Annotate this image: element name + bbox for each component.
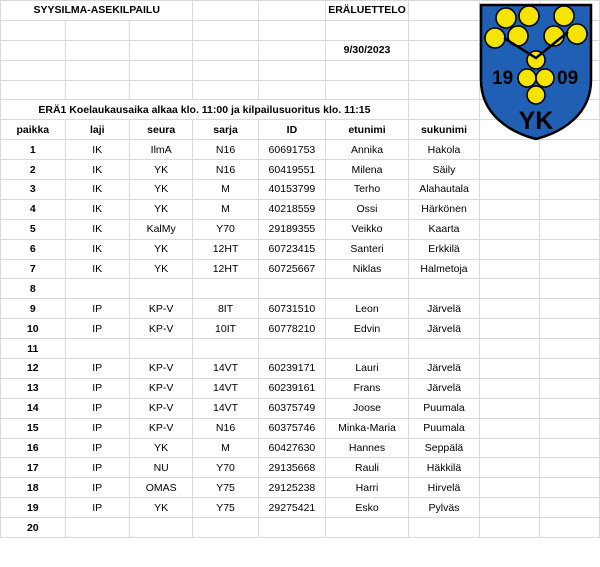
table-cell[interactable]: Häkkilä bbox=[408, 458, 479, 478]
table-cell[interactable]: Hirvelä bbox=[408, 478, 479, 498]
seat-number-cell[interactable]: 17 bbox=[1, 458, 66, 478]
cell[interactable] bbox=[480, 339, 540, 359]
table-cell[interactable]: Alahautala bbox=[408, 180, 479, 200]
seat-number-cell[interactable]: 7 bbox=[1, 259, 66, 279]
table-cell[interactable]: Esko bbox=[326, 498, 409, 518]
table-cell[interactable] bbox=[65, 518, 129, 538]
table-cell[interactable]: IP bbox=[65, 458, 129, 478]
cell[interactable] bbox=[480, 518, 540, 538]
table-cell[interactable]: IP bbox=[65, 478, 129, 498]
seat-number-cell[interactable]: 1 bbox=[1, 140, 66, 160]
table-cell[interactable] bbox=[193, 518, 258, 538]
cell[interactable] bbox=[65, 60, 129, 80]
table-cell[interactable] bbox=[408, 339, 479, 359]
seat-number-cell[interactable]: 5 bbox=[1, 219, 66, 239]
table-row bbox=[1, 199, 600, 219]
cell[interactable] bbox=[540, 259, 600, 279]
cell[interactable] bbox=[480, 359, 540, 379]
seat-number-cell[interactable]: 11 bbox=[1, 339, 66, 359]
table-cell[interactable]: IP bbox=[65, 438, 129, 458]
table-row bbox=[1, 160, 600, 180]
cell[interactable] bbox=[65, 20, 129, 40]
cell[interactable] bbox=[540, 239, 600, 259]
cell[interactable] bbox=[408, 80, 479, 100]
table-cell[interactable]: 60427630 bbox=[258, 438, 326, 458]
table-cell[interactable]: IlmA bbox=[129, 140, 193, 160]
table-cell[interactable]: Pylväs bbox=[408, 498, 479, 518]
table-cell[interactable] bbox=[129, 518, 193, 538]
cell[interactable] bbox=[408, 1, 479, 21]
table-cell[interactable]: 40153799 bbox=[258, 180, 326, 200]
table-cell[interactable]: Frans bbox=[326, 378, 409, 398]
table-cell[interactable]: Rauli bbox=[326, 458, 409, 478]
cell[interactable] bbox=[540, 160, 600, 180]
table-cell[interactable]: Halmetoja bbox=[408, 259, 479, 279]
table-cell[interactable]: Y70 bbox=[193, 458, 258, 478]
table-row bbox=[1, 219, 600, 239]
column-header[interactable]: etunimi bbox=[326, 120, 409, 140]
table-cell[interactable] bbox=[193, 279, 258, 299]
table-row bbox=[1, 378, 600, 398]
cell[interactable] bbox=[408, 40, 479, 60]
table-cell[interactable]: Veikko bbox=[326, 219, 409, 239]
table-cell[interactable]: 10IT bbox=[193, 319, 258, 339]
seat-number-cell[interactable]: 8 bbox=[1, 279, 66, 299]
table-cell[interactable] bbox=[129, 339, 193, 359]
cell[interactable] bbox=[65, 40, 129, 60]
table-cell[interactable]: IP bbox=[65, 299, 129, 319]
seat-number-cell[interactable]: 14 bbox=[1, 398, 66, 418]
table-cell[interactable] bbox=[258, 518, 326, 538]
table-cell[interactable]: 60375746 bbox=[258, 418, 326, 438]
table-cell[interactable]: YK bbox=[129, 498, 193, 518]
table-cell[interactable]: 60239161 bbox=[258, 378, 326, 398]
table-cell[interactable]: IP bbox=[65, 319, 129, 339]
table-cell[interactable]: IP bbox=[65, 398, 129, 418]
cell[interactable] bbox=[1, 60, 66, 80]
table-cell[interactable]: KalMy bbox=[129, 219, 193, 239]
cell[interactable] bbox=[129, 60, 193, 80]
cell[interactable] bbox=[129, 80, 193, 100]
table-cell[interactable]: IK bbox=[65, 259, 129, 279]
seat-number-cell[interactable]: 6 bbox=[1, 239, 66, 259]
table-row bbox=[1, 319, 600, 339]
table-row bbox=[1, 359, 600, 379]
table-cell[interactable] bbox=[408, 518, 479, 538]
table-cell[interactable]: 14VT bbox=[193, 398, 258, 418]
cell[interactable] bbox=[326, 20, 409, 40]
seat-number-cell[interactable]: 13 bbox=[1, 378, 66, 398]
table-cell[interactable]: Harri bbox=[326, 478, 409, 498]
seat-number-cell[interactable]: 10 bbox=[1, 319, 66, 339]
table-cell[interactable]: IK bbox=[65, 219, 129, 239]
cell[interactable] bbox=[480, 398, 540, 418]
seat-number-cell[interactable]: 2 bbox=[1, 160, 66, 180]
table-cell[interactable]: Hakola bbox=[408, 140, 479, 160]
cell[interactable] bbox=[193, 80, 258, 100]
table-cell[interactable]: M bbox=[193, 180, 258, 200]
table-cell[interactable] bbox=[193, 339, 258, 359]
cell[interactable] bbox=[540, 180, 600, 200]
table-cell[interactable] bbox=[65, 279, 129, 299]
table-cell[interactable]: 60723415 bbox=[258, 239, 326, 259]
table-cell[interactable]: N16 bbox=[193, 160, 258, 180]
table-cell[interactable]: OMAS bbox=[129, 478, 193, 498]
table-cell[interactable]: Puumala bbox=[408, 398, 479, 418]
table-row bbox=[1, 339, 600, 359]
table-cell[interactable]: 60419551 bbox=[258, 160, 326, 180]
cell[interactable] bbox=[193, 20, 258, 40]
table-cell[interactable]: 60691753 bbox=[258, 140, 326, 160]
table-cell[interactable]: KP-V bbox=[129, 299, 193, 319]
cell[interactable] bbox=[129, 40, 193, 60]
table-cell[interactable]: Järvelä bbox=[408, 299, 479, 319]
table-cell[interactable]: Minka-Maria bbox=[326, 418, 409, 438]
cell[interactable] bbox=[480, 319, 540, 339]
cell[interactable] bbox=[258, 1, 326, 21]
seat-number-cell[interactable]: 15 bbox=[1, 418, 66, 438]
table-cell[interactable]: Edvin bbox=[326, 319, 409, 339]
cell[interactable] bbox=[480, 140, 540, 160]
column-header[interactable]: seura bbox=[129, 120, 193, 140]
table-cell[interactable]: 14VT bbox=[193, 359, 258, 379]
seat-number-cell[interactable]: 18 bbox=[1, 478, 66, 498]
table-cell[interactable]: IK bbox=[65, 160, 129, 180]
cell[interactable] bbox=[480, 259, 540, 279]
cell[interactable] bbox=[408, 20, 479, 40]
table-cell[interactable] bbox=[129, 279, 193, 299]
table-cell[interactable]: IK bbox=[65, 140, 129, 160]
table-cell[interactable]: Lauri bbox=[326, 359, 409, 379]
cell[interactable] bbox=[258, 40, 326, 60]
cell[interactable] bbox=[540, 478, 600, 498]
cell[interactable] bbox=[540, 359, 600, 379]
cell[interactable] bbox=[326, 60, 409, 80]
table-cell[interactable]: Kaarta bbox=[408, 219, 479, 239]
cell[interactable] bbox=[540, 279, 600, 299]
table-cell[interactable] bbox=[326, 339, 409, 359]
column-header[interactable]: laji bbox=[65, 120, 129, 140]
table-cell[interactable] bbox=[258, 339, 326, 359]
cell[interactable] bbox=[1, 20, 66, 40]
table-cell[interactable]: Puumala bbox=[408, 418, 479, 438]
seat-number-cell[interactable]: 20 bbox=[1, 518, 66, 538]
table-cell[interactable]: 29125238 bbox=[258, 478, 326, 498]
table-cell[interactable]: Y75 bbox=[193, 498, 258, 518]
cell[interactable] bbox=[193, 60, 258, 80]
table-cell[interactable]: Santeri bbox=[326, 239, 409, 259]
logo-year-left: 19 bbox=[492, 68, 514, 89]
cell[interactable] bbox=[408, 60, 479, 80]
table-cell[interactable]: YK bbox=[129, 259, 193, 279]
table-cell[interactable]: 29189355 bbox=[258, 219, 326, 239]
cell[interactable] bbox=[540, 398, 600, 418]
seat-number-cell[interactable]: 3 bbox=[1, 180, 66, 200]
table-cell[interactable]: KP-V bbox=[129, 378, 193, 398]
table-row bbox=[1, 180, 600, 200]
table-cell[interactable]: IP bbox=[65, 378, 129, 398]
event-date[interactable]: 9/30/2023 bbox=[326, 40, 409, 60]
table-cell[interactable]: KP-V bbox=[129, 319, 193, 339]
table-row bbox=[1, 239, 600, 259]
cell[interactable] bbox=[540, 378, 600, 398]
table-cell[interactable]: IP bbox=[65, 359, 129, 379]
cell[interactable] bbox=[65, 80, 129, 100]
table-cell[interactable]: Järvelä bbox=[408, 319, 479, 339]
seat-number-cell[interactable]: 9 bbox=[1, 299, 66, 319]
table-cell[interactable]: IP bbox=[65, 418, 129, 438]
table-cell[interactable]: Erkkilä bbox=[408, 239, 479, 259]
table-cell[interactable]: KP-V bbox=[129, 418, 193, 438]
column-header[interactable]: sarja bbox=[193, 120, 258, 140]
table-row bbox=[1, 259, 600, 279]
table-cell[interactable]: NU bbox=[129, 458, 193, 478]
yk-club-logo bbox=[478, 2, 594, 142]
table-cell[interactable]: Terho bbox=[326, 180, 409, 200]
table-cell[interactable]: IK bbox=[65, 180, 129, 200]
cell[interactable] bbox=[480, 438, 540, 458]
cell[interactable] bbox=[326, 80, 409, 100]
cell[interactable] bbox=[540, 299, 600, 319]
table-cell[interactable]: IK bbox=[65, 199, 129, 219]
cell[interactable] bbox=[480, 458, 540, 478]
table-cell[interactable]: Ossi bbox=[326, 199, 409, 219]
table-cell[interactable]: Järvelä bbox=[408, 359, 479, 379]
table-cell[interactable]: KP-V bbox=[129, 359, 193, 379]
table-row bbox=[1, 140, 600, 160]
table-cell[interactable]: Hannes bbox=[326, 438, 409, 458]
cell[interactable] bbox=[480, 219, 540, 239]
table-cell[interactable]: IP bbox=[65, 498, 129, 518]
table-row bbox=[1, 518, 600, 538]
cell[interactable] bbox=[258, 20, 326, 40]
table-cell[interactable]: IK bbox=[65, 239, 129, 259]
table-cell[interactable]: 14VT bbox=[193, 378, 258, 398]
table-cell[interactable]: Annika bbox=[326, 140, 409, 160]
cell[interactable] bbox=[1, 40, 66, 60]
cell[interactable] bbox=[480, 418, 540, 438]
table-row bbox=[1, 498, 600, 518]
column-header[interactable]: ID bbox=[258, 120, 326, 140]
table-cell[interactable]: YK bbox=[129, 160, 193, 180]
table-cell[interactable]: Leon bbox=[326, 299, 409, 319]
table-cell[interactable]: Joose bbox=[326, 398, 409, 418]
cell[interactable] bbox=[540, 219, 600, 239]
seat-number-cell[interactable]: 12 bbox=[1, 359, 66, 379]
table-cell[interactable]: Härkönen bbox=[408, 199, 479, 219]
table-cell[interactable]: 8IT bbox=[193, 299, 258, 319]
table-cell[interactable]: Y75 bbox=[193, 478, 258, 498]
table-row bbox=[1, 438, 600, 458]
column-header[interactable]: paikka bbox=[1, 120, 66, 140]
table-cell[interactable]: 60239171 bbox=[258, 359, 326, 379]
table-row bbox=[1, 458, 600, 478]
table-cell[interactable]: YK bbox=[129, 180, 193, 200]
cell[interactable] bbox=[480, 279, 540, 299]
cell[interactable] bbox=[480, 199, 540, 219]
cell[interactable] bbox=[540, 339, 600, 359]
table-cell[interactable]: N16 bbox=[193, 418, 258, 438]
table-cell[interactable]: YK bbox=[129, 199, 193, 219]
cell[interactable] bbox=[408, 100, 479, 120]
table-cell[interactable] bbox=[326, 279, 409, 299]
heat-label[interactable]: ERÄ1 Koelaukausaika alkaa klo. 11:00 ja kilpailusuoritus klo. 11:15 bbox=[1, 100, 409, 120]
table-cell[interactable] bbox=[65, 339, 129, 359]
cell[interactable] bbox=[258, 60, 326, 80]
cell[interactable] bbox=[480, 498, 540, 518]
table-cell[interactable]: 60778210 bbox=[258, 319, 326, 339]
logo-year-right: 09 bbox=[557, 68, 579, 89]
cell[interactable] bbox=[540, 319, 600, 339]
cell[interactable] bbox=[480, 180, 540, 200]
cell[interactable] bbox=[1, 80, 66, 100]
table-cell[interactable]: KP-V bbox=[129, 398, 193, 418]
list-title[interactable]: ERÄLUETTELO bbox=[326, 1, 409, 21]
table-cell[interactable] bbox=[408, 279, 479, 299]
table-cell[interactable]: Järvelä bbox=[408, 378, 479, 398]
table-cell[interactable]: Säily bbox=[408, 160, 479, 180]
cell[interactable] bbox=[540, 458, 600, 478]
seat-number-cell[interactable]: 16 bbox=[1, 438, 66, 458]
cell[interactable] bbox=[480, 239, 540, 259]
cell[interactable] bbox=[480, 478, 540, 498]
table-cell[interactable] bbox=[326, 518, 409, 538]
cell[interactable] bbox=[540, 438, 600, 458]
cell[interactable] bbox=[540, 498, 600, 518]
cell[interactable] bbox=[540, 199, 600, 219]
table-cell[interactable]: 12HT bbox=[193, 259, 258, 279]
table-cell[interactable]: 60731510 bbox=[258, 299, 326, 319]
table-row bbox=[1, 299, 600, 319]
cell[interactable] bbox=[258, 80, 326, 100]
cell[interactable] bbox=[193, 40, 258, 60]
table-cell[interactable]: 12HT bbox=[193, 239, 258, 259]
logo-initials: YK bbox=[518, 107, 554, 135]
table-cell[interactable]: 40218559 bbox=[258, 199, 326, 219]
table-cell[interactable]: 60725667 bbox=[258, 259, 326, 279]
cell[interactable] bbox=[480, 378, 540, 398]
table-cell[interactable]: 60375749 bbox=[258, 398, 326, 418]
table-cell[interactable]: Seppälä bbox=[408, 438, 479, 458]
table-cell[interactable]: YK bbox=[129, 239, 193, 259]
seat-number-cell[interactable]: 4 bbox=[1, 199, 66, 219]
cell[interactable] bbox=[480, 299, 540, 319]
cell[interactable] bbox=[540, 418, 600, 438]
cell[interactable] bbox=[540, 140, 600, 160]
column-header[interactable]: sukunimi bbox=[408, 120, 479, 140]
table-cell[interactable]: Milena bbox=[326, 160, 409, 180]
cell[interactable] bbox=[480, 160, 540, 180]
cell[interactable] bbox=[129, 20, 193, 40]
table-cell[interactable]: 29275421 bbox=[258, 498, 326, 518]
table-cell[interactable]: YK bbox=[129, 438, 193, 458]
table-row bbox=[1, 279, 600, 299]
table-cell[interactable]: M bbox=[193, 438, 258, 458]
table-row bbox=[1, 478, 600, 498]
table-cell[interactable]: Niklas bbox=[326, 259, 409, 279]
table-cell[interactable]: N16 bbox=[193, 140, 258, 160]
table-cell[interactable]: Y70 bbox=[193, 219, 258, 239]
table-row bbox=[1, 398, 600, 418]
table-cell[interactable] bbox=[258, 279, 326, 299]
table-row bbox=[1, 418, 600, 438]
table-cell[interactable]: 29135668 bbox=[258, 458, 326, 478]
seat-number-cell[interactable]: 19 bbox=[1, 498, 66, 518]
sheet-title[interactable]: SYYSILMA-ASEKILPAILU bbox=[1, 1, 193, 21]
table-cell[interactable]: M bbox=[193, 199, 258, 219]
cell[interactable] bbox=[193, 1, 258, 21]
cell[interactable] bbox=[540, 518, 600, 538]
